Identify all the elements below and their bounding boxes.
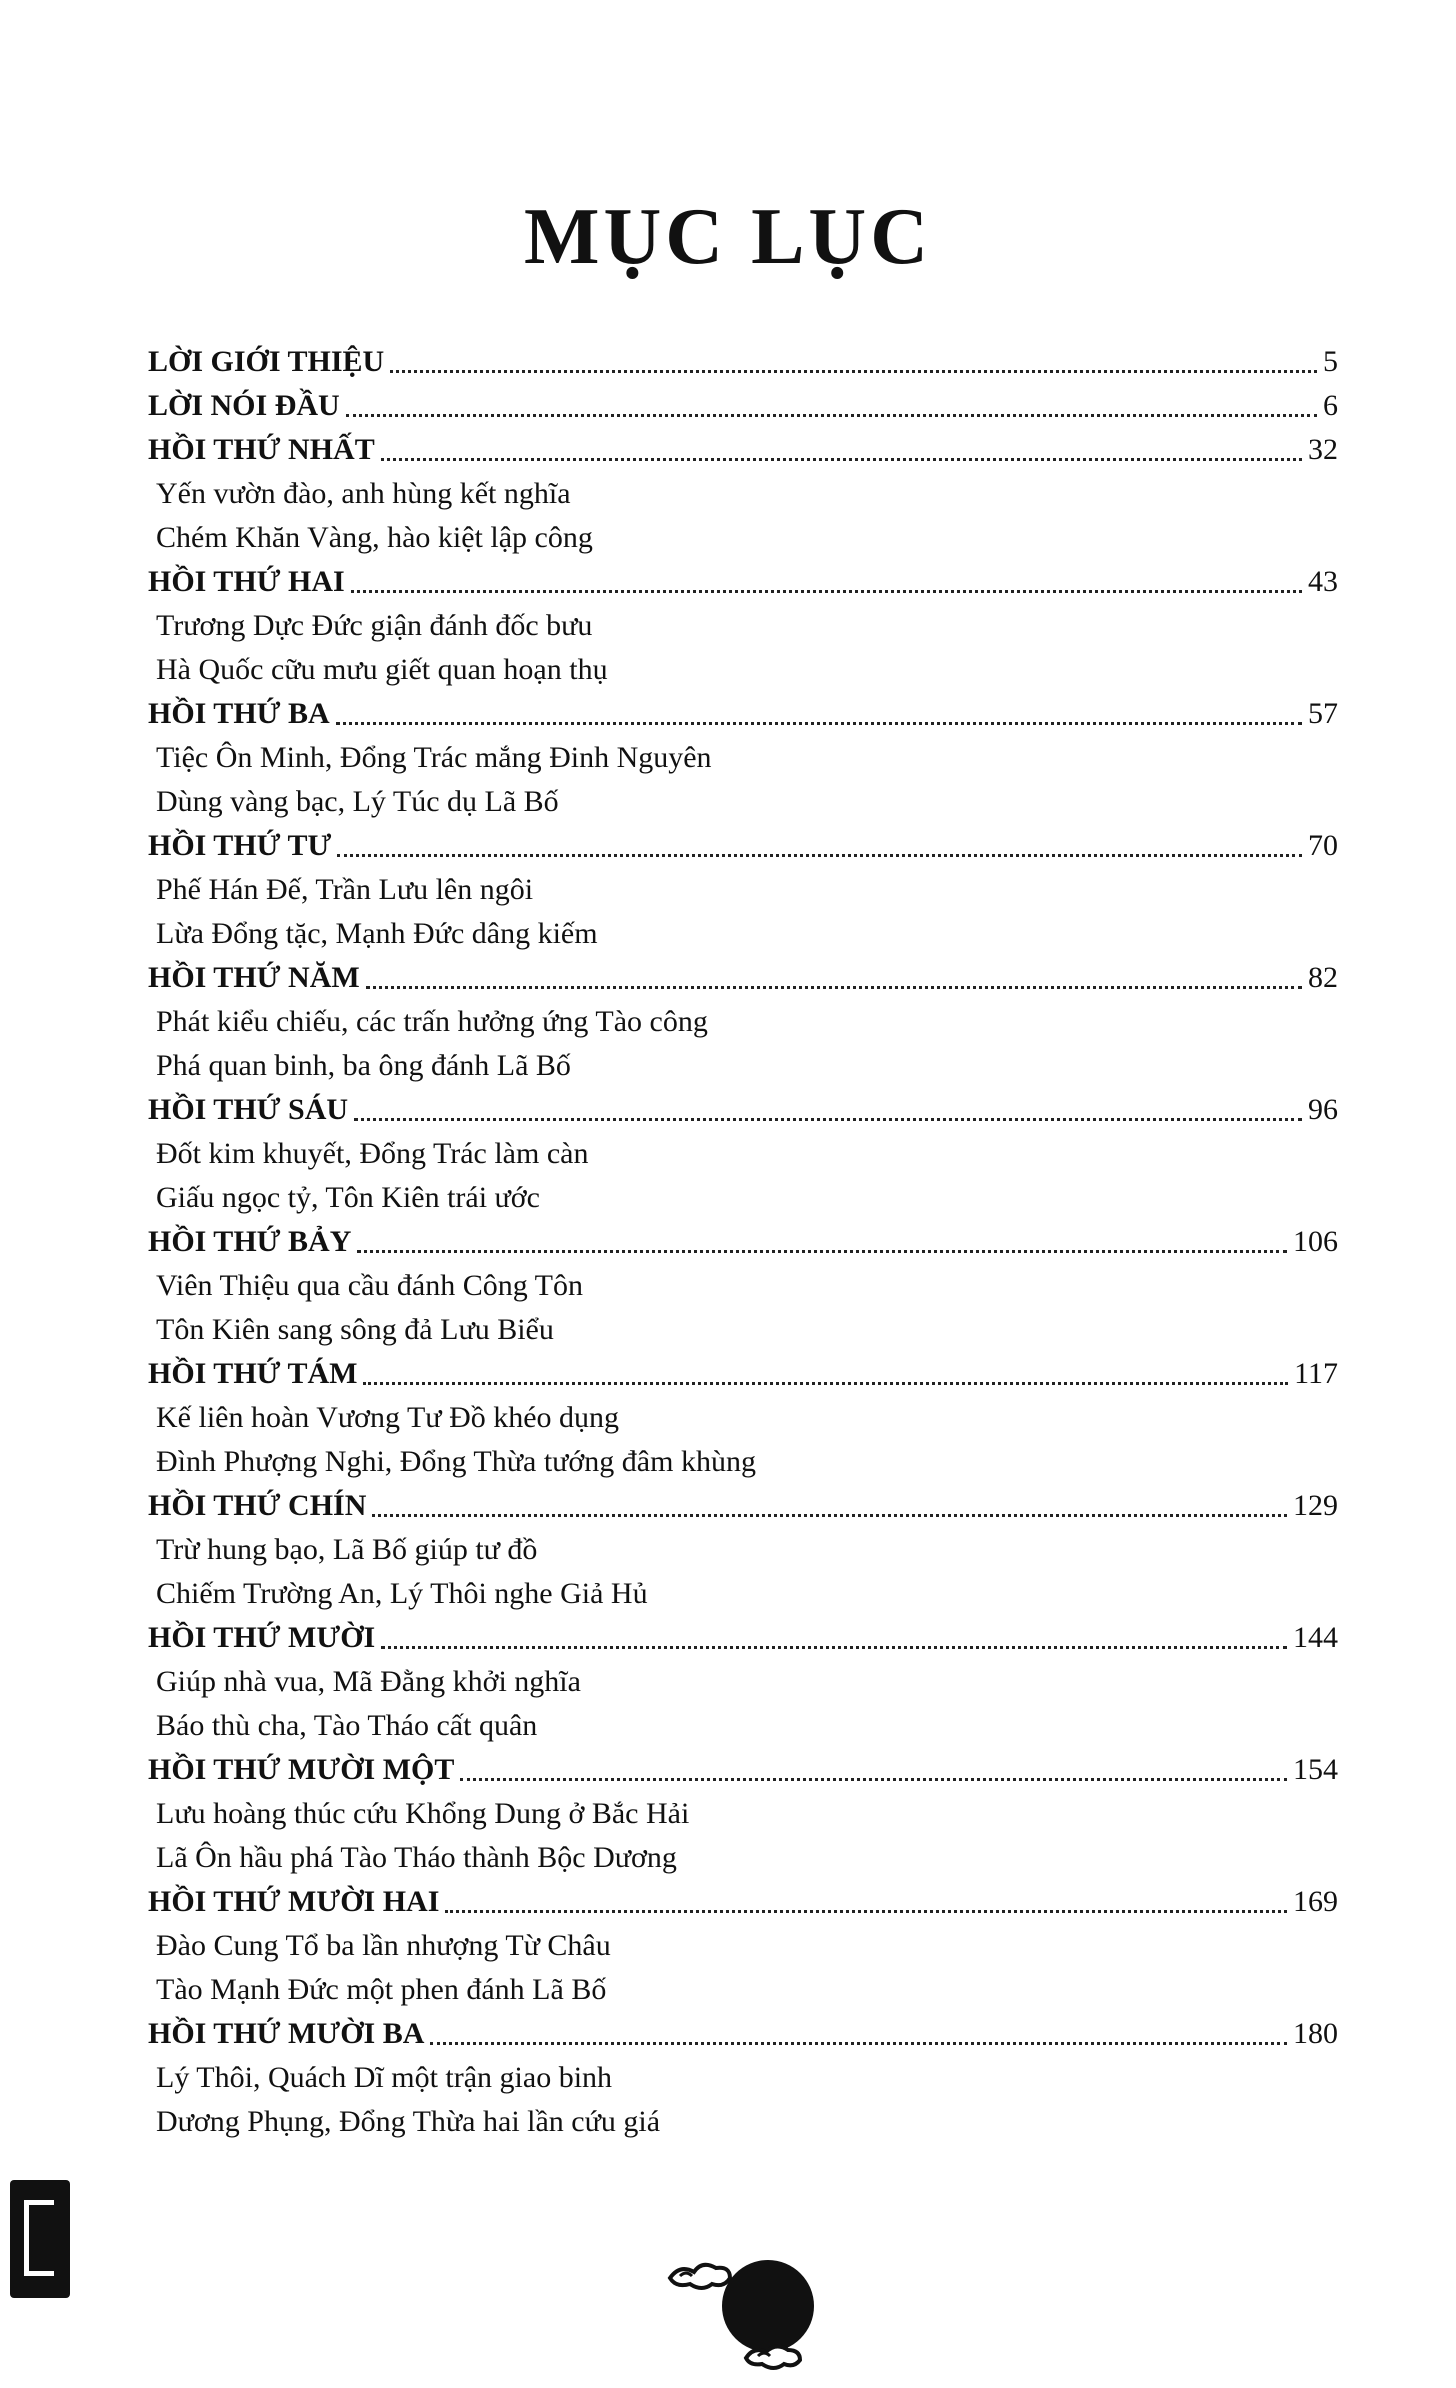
chapter-subtitle: Giúp nhà vua, Mã Đằng khởi nghĩa: [156, 1665, 581, 1698]
chapter-subtitle: Đào Cung Tổ ba lần nhượng Từ Châu: [156, 1929, 611, 1962]
dot-leader: [390, 369, 1317, 373]
toc-entry-page: 117: [1294, 1357, 1338, 1390]
page-title: MỤC LỤC: [524, 193, 932, 281]
dot-leader: [430, 2041, 1287, 2045]
toc-entry-chapter-4[interactable]: [148, 822, 1338, 866]
dot-leader: [351, 589, 1302, 593]
table-of-contents: [148, 338, 1338, 2142]
toc-entry-chapter-5[interactable]: [148, 954, 1338, 998]
chapter-subtitle: Báo thù cha, Tào Tháo cất quân: [156, 1709, 538, 1742]
toc-entry-page: 5: [1323, 345, 1338, 378]
toc-entry-chapter-7[interactable]: [148, 1218, 1338, 1262]
chapter-subtitle: Phá quan binh, ba ông đánh Lã Bố: [156, 1049, 571, 1082]
toc-entry-label: HỒI THỨ MƯỜI MỘT: [148, 1753, 455, 1786]
toc-entry-page: 43: [1308, 565, 1338, 598]
toc-entry-loi-gioi-thieu[interactable]: [148, 338, 1338, 382]
toc-entry-label: LỜI NÓI ĐẦU: [148, 389, 340, 422]
toc-entry-label: HỒI THỨ NĂM: [148, 961, 360, 994]
chapter-subtitle: Chém Khăn Vàng, hào kiệt lập công: [156, 521, 593, 554]
chapter-subtitle: Phế Hán Đế, Trần Lưu lên ngôi: [156, 873, 534, 906]
dot-leader: [460, 1777, 1287, 1781]
chapter-subtitle: Kế liên hoàn Vương Tư Đồ khéo dụng: [156, 1401, 620, 1434]
toc-entry-page: 180: [1293, 2017, 1338, 2050]
chapter-subtitle: Chiếm Trường An, Lý Thôi nghe Giả Hủ: [156, 1577, 648, 1610]
chapter-subtitle: Tôn Kiên sang sông đả Lưu Biểu: [156, 1313, 554, 1346]
toc-entry-label: HỒI THỨ SÁU: [148, 1093, 349, 1126]
dot-leader: [381, 457, 1302, 461]
chapter-subtitle: Viên Thiệu qua cầu đánh Công Tôn: [156, 1269, 584, 1302]
toc-entry-chapter-10[interactable]: [148, 1614, 1338, 1658]
dot-leader: [445, 1909, 1287, 1913]
dot-leader: [336, 721, 1302, 725]
toc-entry-label: HỒI THỨ NHẤT: [148, 433, 375, 466]
chapter-subtitle: Lừa Đổng tặc, Mạnh Đức dâng kiếm: [156, 917, 598, 950]
toc-entry-page: 32: [1308, 433, 1338, 466]
chapter-subtitle: Yến vườn đào, anh hùng kết nghĩa: [156, 477, 571, 510]
toc-entry-chapter-12[interactable]: [148, 1878, 1338, 1922]
toc-entry-label: HỒI THỨ BA: [148, 697, 330, 730]
logo-mark: [24, 2200, 54, 2276]
toc-entry-page: 106: [1293, 1225, 1338, 1258]
toc-entry-label: HỒI THỨ MƯỜI: [148, 1621, 376, 1654]
chapter-subtitle: Trương Dực Đức giận đánh đốc bưu: [156, 609, 593, 642]
toc-entry-chapter-11[interactable]: [148, 1746, 1338, 1790]
chapter-subtitle: Phát kiểu chiếu, các trấn hưởng ứng Tào công: [156, 1005, 708, 1038]
dot-leader: [366, 985, 1302, 989]
toc-entry-label: HỒI THỨ CHÍN: [148, 1489, 367, 1522]
chapter-subtitle: Trừ hung bạo, Lã Bố giúp tư đồ: [156, 1533, 538, 1566]
toc-entry-chapter-6[interactable]: [148, 1086, 1338, 1130]
publisher-logo-icon: [10, 2180, 70, 2298]
toc-entry-label: HỒI THỨ BẢY: [148, 1225, 352, 1258]
dot-leader: [346, 413, 1317, 417]
toc-entry-page: 169: [1293, 1885, 1338, 1918]
chapter-subtitle: Đốt kim khuyết, Đổng Trác làm càn: [156, 1137, 589, 1170]
toc-entry-page: 6: [1323, 389, 1338, 422]
toc-entry-chapter-3[interactable]: [148, 690, 1338, 734]
chapter-subtitle: Tào Mạnh Đức một phen đánh Lã Bố: [156, 1973, 607, 2006]
chapter-subtitle: Giấu ngọc tỷ, Tôn Kiên trái ước: [156, 1181, 540, 1214]
toc-entry-page: 57: [1308, 697, 1338, 730]
toc-entry-label: HỒI THỨ MƯỜI HAI: [148, 1885, 440, 1918]
dot-leader: [337, 853, 1302, 857]
toc-entry-label: HỒI THỨ HAI: [148, 565, 345, 598]
chapter-subtitle: Tiệc Ôn Minh, Đổng Trác mắng Đinh Nguyên: [156, 741, 712, 774]
dot-leader: [372, 1513, 1287, 1517]
dot-leader: [357, 1249, 1287, 1253]
toc-entry-page: 154: [1293, 1753, 1338, 1786]
toc-entry-chapter-2[interactable]: [148, 558, 1338, 602]
dot-leader: [354, 1117, 1302, 1121]
toc-entry-label: HỒI THỨ TƯ: [148, 829, 332, 862]
chapter-subtitle: Lưu hoàng thúc cứu Khổng Dung ở Bắc Hải: [156, 1797, 690, 1830]
cloud-moon-ornament-icon: [650, 2240, 850, 2380]
chapter-subtitle: Lý Thôi, Quách Dĩ một trận giao binh: [156, 2061, 613, 2094]
dot-leader: [381, 1645, 1287, 1649]
toc-entry-chapter-8[interactable]: [148, 1350, 1338, 1394]
toc-entry-label: LỜI GIỚI THIỆU: [148, 345, 385, 378]
chapter-subtitle: Hà Quốc cữu mưu giết quan hoạn thụ: [156, 653, 608, 686]
toc-entry-page: 70: [1308, 829, 1338, 862]
toc-entry-label: HỒI THỨ MƯỜI BA: [148, 2017, 425, 2050]
chapter-subtitle: Dương Phụng, Đổng Thừa hai lần cứu giá: [156, 2105, 661, 2138]
toc-entry-chapter-13[interactable]: [148, 2010, 1338, 2054]
chapter-subtitle: Đình Phượng Nghi, Đổng Thừa tướng đâm khùng: [156, 1445, 756, 1478]
chapter-subtitle: Lã Ôn hầu phá Tào Tháo thành Bộc Dương: [156, 1841, 677, 1874]
toc-entry-loi-noi-dau[interactable]: [148, 382, 1338, 426]
toc-entry-page: 82: [1308, 961, 1338, 994]
toc-entry-chapter-9[interactable]: [148, 1482, 1338, 1526]
chapter-subtitle: Dùng vàng bạc, Lý Túc dụ Lã Bố: [156, 785, 559, 818]
toc-entry-page: 144: [1293, 1621, 1338, 1654]
dot-leader: [363, 1381, 1288, 1385]
toc-entry-label: HỒI THỨ TÁM: [148, 1357, 358, 1390]
toc-entry-page: 96: [1308, 1093, 1338, 1126]
toc-entry-chapter-1[interactable]: [148, 426, 1338, 470]
toc-entry-page: 129: [1293, 1489, 1338, 1522]
